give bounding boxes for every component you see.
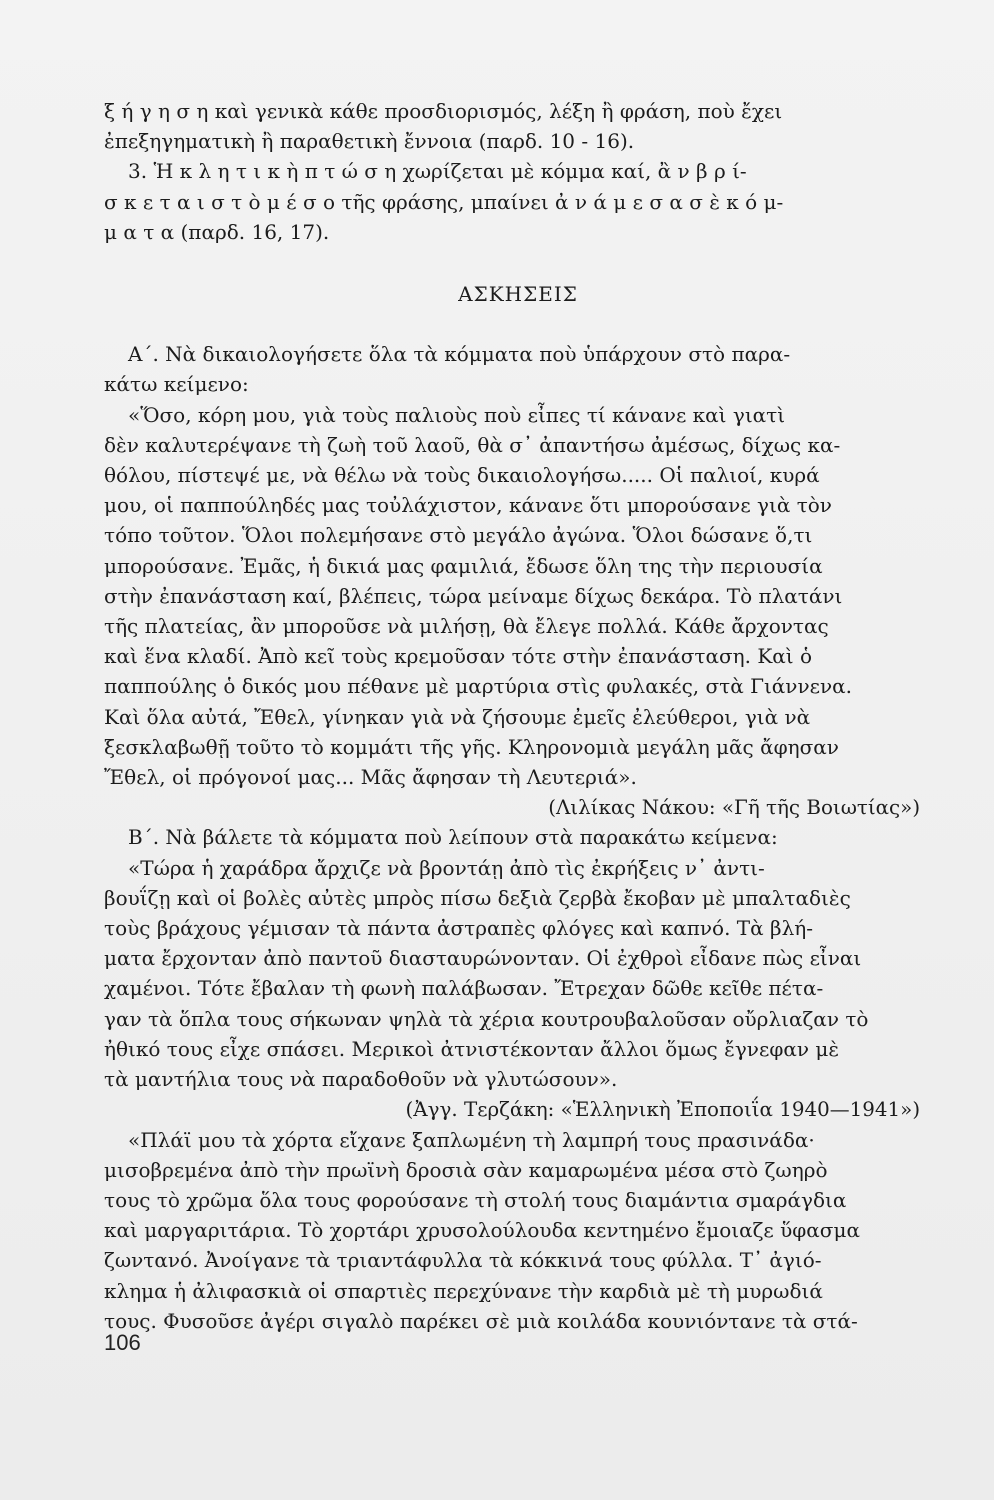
quote-line: Ἔθελ, οἱ πρόγονοί μας... Μᾶς ἄφησαν τὴ Λευτεριά».	[104, 765, 637, 790]
rule-3-line: 3. Ἡ κ λ η τ ι κ ὴ π τ ώ σ η χωρίζεται μὲ κόμμα καί, ἂ ν β ρ ί-	[128, 159, 747, 184]
quote-line: «Ὅσο, κόρη μου, γιὰ τοὺς παλιοὺς ποὺ εἶπες τί κάνανε καὶ γιατὶ	[128, 402, 786, 427]
quote-line: Καὶ ὅλα αὐτά, Ἔθελ, γίνηκαν γιὰ νὰ ζήσουμε ἐμεῖς ἐλεύθεροι, γιὰ νὰ	[104, 704, 811, 729]
quote-line: τῆς πλατείας, ἂν μποροῦσε νὰ μιλήσῃ, θὰ ἔλεγε πολλά. Κάθε ἄρχοντας	[104, 614, 829, 639]
quote-line: δὲν καλυτερέψανε τὴ ζωὴ τοῦ λαοῦ, θὰ σ᾿ ἀπαντήσω ἀμέσως, δίχως κα-	[104, 432, 841, 457]
exercise-b-prompt: Β΄. Νὰ βάλετε τὰ κόμματα ποὺ λείπουν στὰ παρακάτω κείμενα:	[128, 825, 778, 850]
quote-line: τους. Φυσοῦσε ἀγέρι σιγαλὸ παρέκει σὲ μιὰ κοιλάδα κουνιόντανε τὰ στά-	[104, 1308, 858, 1333]
text-line: μ α τ α (παρδ. 16, 17).	[104, 219, 330, 244]
spacer	[104, 321, 932, 339]
text-line: ἐπεξηγηματικὴ ἢ παραθετικὴ ἔννοια (παρδ. 10 - 16).	[104, 129, 635, 154]
quote-line: παππούλης ὁ δικός μου πέθανε μὲ μαρτύρια στὶς φυλακές, στὰ Γιάννενα.	[104, 674, 852, 699]
quote-line: χαμένοι. Τότε ἔβαλαν τὴ φωνὴ παλάβωσαν. Ἔτρεχαν δῶθε κεῖθε πέτα-	[104, 976, 824, 1001]
quote-line: «Τώρα ἡ χαράδρα ἄρχιζε νὰ βροντάῃ ἀπὸ τὶς ἐκρήξεις ν᾿ ἀντι-	[128, 855, 765, 880]
quote-line: μισοβρεμένα ἀπὸ τὴν πρωϊνὴ δροσιὰ σὰν καμαρωμένα μέσα στὸ ζωηρὸ	[104, 1157, 828, 1182]
quote-line: τοὺς βράχους γέμισαν τὰ πάντα ἀστραπὲς φλόγες καὶ καπνό. Τὰ βλή-	[104, 916, 813, 941]
quote-line: κλημα ἡ ἀλιφασκιὰ οἱ σπαρτιὲς περεχύνανε τὴν καρδιὰ μὲ τὴ μυρωδιά	[104, 1278, 823, 1303]
quote-line: καὶ ἕνα κλαδί. Ἀπὸ κεῖ τοὺς κρεμοῦσαν τότε στὴν ἐπανάσταση. Καὶ ὁ	[104, 644, 813, 669]
quote-line: μπορούσανε. Ἐμᾶς, ἡ δικιά μας φαμιλιά, ἔδωσε ὅλη της τὴν περιουσία	[104, 553, 823, 578]
quote-line: γαν τὰ ὅπλα τους σήκωναν ψηλὰ τὰ χέρια κουτρουβαλοῦσαν οὔρλιαζαν τὸ	[104, 1006, 869, 1031]
quote-line: μου, οἱ παππούληδές μας τοὐλάχιστον, κάνανε ὅτι μπορούσανε γιὰ τὸν	[104, 493, 832, 518]
text-line: κάτω κείμενο:	[104, 372, 249, 397]
section-heading: ΑΣΚΗΣΕΙΣ	[458, 282, 578, 307]
quote-line: ξεσκλαβωθῇ τοῦτο τὸ κομμάτι τῆς γῆς. Κληρονομιὰ μεγάλη μᾶς ἄφησαν	[104, 734, 839, 759]
quote-line: ματα ἔρχονταν ἀπὸ παντοῦ διασταυρώνονταν. Οἱ ἐχθροὶ εἶδανε πὼς εἶναι	[104, 946, 862, 971]
quote-line: βουΐζῃ καὶ οἱ βολὲς αὐτὲς μπρὸς πίσω δεξιὰ ζερβὰ ἔκοβαν μὲ μπαλταδιὲς	[104, 885, 851, 910]
quote-line: τὰ μαντήλια τους νὰ παραδοθοῦν νὰ γλυτώσουν».	[104, 1067, 618, 1092]
quote-line: τόπο τοῦτον. Ὅλοι πολεμήσανε στὸ μεγάλο ἀγώνα. Ὅλοι δώσανε ὅ,τι	[104, 523, 813, 548]
spacer	[104, 247, 932, 265]
quote-line: στὴν ἐπανάσταση καί, βλέπεις, τώρα μείναμε δίχως δεκάρα. Τὸ πλατάνι	[104, 583, 843, 608]
citation: (Ἀγγ. Τερζάκη: «Ἑλληνικὴ Ἐποποιΐα 1940—1941»)	[405, 1097, 921, 1122]
exercise-a-prompt: Α΄. Νὰ δικαιολογήσετε ὅλα τὰ κόμματα ποὺ ὑπάρχουν στὸ παρα-	[128, 342, 791, 367]
quote-line: ἠθικό τους εἶχε σπάσει. Μερικοὶ ἀτνιστέκονταν ἄλλοι ὅμως ἔγνεφαν μὲ	[104, 1036, 840, 1061]
citation: (Λιλίκας Νάκου: «Γῆ τῆς Βοιωτίας»)	[548, 795, 921, 820]
quote-line: τους τὸ χρῶμα ὅλα τους φορούσανε τὴ στολή τους διαμάντια σμαράγδια	[104, 1187, 847, 1212]
text-line: σ κ ε τ α ι σ τ ὸ μ έ σ ο τῆς φράσης, μπαίνει ἀ ν ά μ ε σ α σ ὲ κ ό μ-	[104, 189, 784, 214]
page-number: 106	[104, 1330, 141, 1355]
page-body	[104, 96, 932, 1336]
quote-line: ζωντανό. Ἀνοίγανε τὰ τριαντάφυλλα τὰ κόκκινά τους φύλλα. Τ᾿ ἀγιό-	[104, 1248, 822, 1273]
quote-line: θόλου, πίστεψέ με, νὰ θέλω νὰ τοὺς δικαιολογήσω..... Οἱ παλιοί, κυρά	[104, 463, 820, 488]
text-line: ξ ή γ η σ η καὶ γενικὰ κάθε προσδιορισμός, λέξη ἢ φράση, ποὺ ἔχει	[104, 99, 783, 123]
quote-line: «Πλάϊ μου τὰ χόρτα εἴχανε ξαπλωμένη τὴ λαμπρή τους πρασινάδα·	[128, 1127, 815, 1152]
quote-line: καὶ μαργαριτάρια. Τὸ χορτάρι χρυσολούλουδα κεντημένο ἔμοιαζε ὕφασμα	[104, 1218, 860, 1243]
